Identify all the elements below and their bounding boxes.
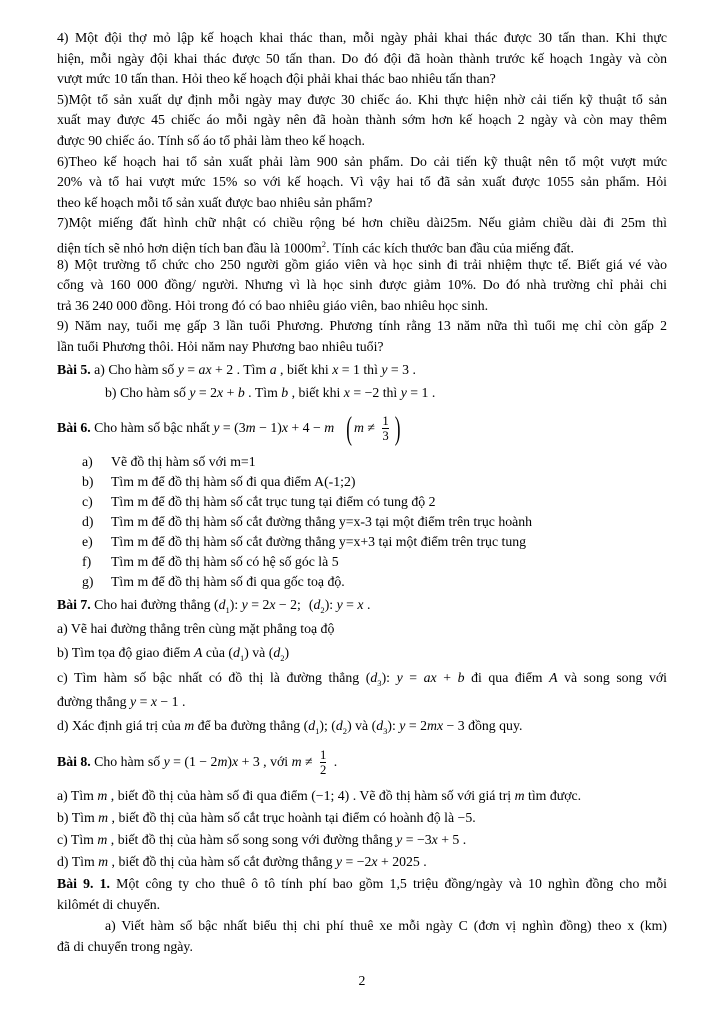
text-run: 20% và tổ hai vượt mức 15% so với kế hoạch. Vì vậy hai tổ đã sản xuất được 1055 sản phẩm. Hỏi [57, 174, 667, 190]
math-variable: d [376, 717, 384, 733]
text-run: cổng và 160 000 đồng/ người. Nhưng vì là học sinh được giảm 10%. Do đó nhà trường chỉ phải chi [57, 277, 667, 293]
text-run: 5)Một tổ sản xuất dự định mỗi ngày may được 30 chiếc áo. Khi thực hiện nhờ cải tiến kỹ thuật tổ sản [57, 91, 667, 107]
text-line [57, 404, 667, 452]
math-operator: = (1 − 2 [169, 753, 218, 769]
math-variable: d [233, 644, 240, 660]
text-run: b) Cho hàm số [105, 384, 190, 400]
math-run [336, 854, 420, 869]
math-operator: + [436, 669, 458, 685]
math-run [387, 718, 464, 733]
text-line [57, 358, 667, 381]
math-operator: ) [347, 717, 352, 733]
text-run: . Tìm [233, 361, 270, 377]
big-left-paren-icon: ( [346, 410, 352, 447]
math-operator: = −3 [402, 831, 432, 847]
text-line [57, 829, 667, 851]
math-variable: d [335, 717, 343, 733]
math-variable: y [130, 693, 137, 709]
math-run [269, 645, 281, 660]
math-operator: (−1; 4) [311, 787, 350, 803]
math-variable: b [281, 384, 289, 400]
text-run: b) Tìm [57, 809, 99, 825]
math-run [366, 670, 378, 685]
math-operator: − 3 [443, 717, 465, 733]
math-operator: + 5 [437, 831, 460, 847]
text-line [57, 851, 667, 873]
math-variable: b [457, 669, 465, 685]
math-operator: = 2 [195, 384, 218, 400]
math-variable: y [241, 596, 248, 612]
text-line [57, 337, 667, 358]
math-operator: ) [244, 644, 249, 660]
math-operator: = 1 [406, 384, 429, 400]
text-line [57, 234, 667, 255]
list-marker: d) [82, 513, 94, 529]
math-operator: ): [324, 596, 337, 612]
subscript: 3 [377, 677, 382, 688]
math-variable: d [273, 644, 281, 660]
math-variable: d [308, 717, 316, 733]
text-run: Tìm m để đồ thị hàm số đi qua điểm A(-1;2) [111, 473, 356, 489]
math-operator: = 3 [387, 361, 410, 377]
math-operator: ( [365, 669, 371, 685]
math-variable: m [217, 753, 228, 769]
text-run: a) Cho hàm số [90, 361, 178, 377]
text-run: 7)Một miếng đất hình chữ nhật có chiều rộng bé hơn chiều dài25m. Nếu giảm chiều dài đi 25m thì [57, 215, 667, 231]
math-operator: ): [387, 717, 400, 733]
math-variable: m [353, 419, 364, 435]
math-variable: x [371, 853, 378, 869]
text-run: , biết đồ thị của hàm số đi qua điểm [107, 787, 312, 803]
math-operator: + 4 − [287, 419, 325, 435]
text-run: ≠ [363, 419, 379, 435]
math-run [304, 718, 316, 733]
math-variable: d [313, 596, 321, 612]
math-run [178, 362, 233, 377]
text-run: Vẽ đồ thị hàm số với m=1 [111, 453, 256, 469]
math-operator: = (3 [219, 419, 246, 435]
math-variable: ax [423, 669, 437, 685]
text-line [57, 785, 667, 807]
text-line [57, 193, 667, 214]
text-run: , biết khi [276, 361, 333, 377]
document-body [57, 28, 667, 957]
math-variable: y [400, 384, 407, 400]
text-line [57, 894, 667, 915]
math-variable: y [177, 361, 184, 377]
math-variable: y [335, 853, 343, 869]
text-line [57, 110, 667, 131]
text-run: , biết đồ thị của hàm số song song với đường thẳng [107, 831, 397, 847]
math-operator: ) [284, 644, 290, 660]
subscript: 2 [280, 652, 285, 663]
math-operator: = −2 [349, 384, 380, 400]
text-line [57, 532, 667, 552]
subscript: 1 [315, 725, 320, 736]
math-run [130, 694, 179, 709]
math-operator: ) [227, 753, 233, 769]
text-run: đã di chuyển trong ngày. [57, 938, 193, 954]
text-line [57, 90, 667, 111]
text-run: c) Tìm hàm số bậc nhất có đồ thị là đường thẳng [57, 669, 366, 685]
text-run: . [409, 361, 416, 377]
text-run: và [248, 644, 269, 660]
math-variable: A [193, 644, 203, 660]
math-operator: ); ( [319, 717, 336, 733]
text-line [57, 316, 667, 337]
text-run: 8) Một trường tổ chức cho 250 người gồm giáo viên và học sinh đi trải nhiệm thực tế. Biết giá vé vào [57, 256, 667, 272]
text-run: . [363, 596, 371, 612]
list-marker: g) [82, 573, 94, 589]
math-run [319, 718, 342, 733]
text-run: đồng quy. [464, 717, 523, 733]
math-variable: m [98, 809, 109, 825]
page-number: 2 [358, 972, 366, 988]
text-run: và song song với [557, 669, 667, 685]
text-line [57, 936, 667, 957]
text-run: Cho hàm số bậc nhất [90, 419, 214, 435]
math-run [184, 718, 194, 733]
math-run [292, 754, 302, 769]
text-run: . Tìm [244, 384, 282, 400]
text-run: . Vẽ đồ thị hàm số với giá trị [349, 787, 515, 803]
text-run: Tìm m để đồ thị hàm số có hệ số góc là 5 [111, 553, 339, 569]
math-operator: − 1) [255, 419, 282, 435]
math-run [97, 832, 107, 847]
math-run [354, 420, 364, 435]
text-line [57, 492, 667, 512]
math-operator: ( [303, 717, 309, 733]
text-run: xuất may được 45 chiếc áo mỗi ngày nên đã hoàn thành sớm hơn kế hoạch 2 ngày và còn may thêm [57, 112, 667, 128]
subscript: 1 [225, 604, 230, 615]
text-run: d) Xác định giá trị của [57, 717, 185, 733]
math-run [98, 854, 108, 869]
text-line [57, 807, 667, 829]
text-run: trả 36 240 000 đồng. Hỏi trong đó có bao nhiêu giáo viên, bao nhiêu học sinh. [57, 297, 489, 313]
text-run: . [428, 384, 436, 400]
bold-text-run: Bài 9. 1. [57, 875, 110, 891]
text-line [57, 172, 667, 193]
text-line [57, 873, 667, 894]
text-run: đi qua điểm [464, 669, 550, 685]
math-operator: + [223, 384, 238, 400]
math-run [332, 362, 360, 377]
math-variable: b [237, 384, 245, 400]
text-line [57, 738, 667, 785]
fraction-denominator: 2 [320, 762, 327, 777]
math-run [515, 788, 525, 803]
math-run [270, 362, 277, 377]
math-variable: y [396, 831, 403, 847]
math-run [189, 385, 244, 400]
math-variable: y [213, 419, 220, 435]
text-run: a) Vẽ hai đường thẳng trên cùng mặt phẳng toạ độ [57, 620, 335, 636]
text-run: được 90 chiếc áo. Tính số áo tổ phải làm theo kế hoạch. [57, 132, 365, 148]
list-marker: e) [82, 533, 93, 549]
text-line [57, 213, 667, 234]
math-operator: ( [268, 644, 274, 660]
math-run [382, 670, 465, 685]
text-line [57, 512, 667, 532]
superscript: 2 [321, 238, 327, 249]
text-run: lần tuổi Phương thôi. Hỏi năm nay Phương bao nhiêu tuổi? [57, 338, 384, 354]
text-line [57, 915, 667, 936]
math-run [396, 832, 459, 847]
text-run: và [351, 717, 372, 733]
math-run [311, 788, 349, 803]
text-run: diện tích sẽ nhỏ hơn diện tích ban đầu là 1000m [57, 240, 322, 256]
text-run: , với [259, 753, 292, 769]
text-run: Tìm m để đồ thị hàm số cắt trục tung tại điểm có tung độ 2 [111, 493, 436, 509]
text-line [57, 640, 667, 665]
text-run: , biết đồ thị của hàm số cắt trục hoành tại điểm có hoành độ là −5. [108, 809, 476, 825]
text-line [57, 69, 667, 90]
math-variable: m [324, 419, 335, 435]
fraction [318, 748, 328, 777]
math-variable: y [399, 717, 406, 733]
text-run: Tìm m để đồ thị hàm số cắt đường thẳng y=x+3 tại một điểm trên trục tung [111, 533, 527, 549]
fraction-denominator: 3 [382, 428, 389, 443]
math-run [230, 597, 301, 612]
text-run: . [178, 693, 186, 709]
math-operator: = −2 [342, 853, 372, 869]
math-variable: a [269, 361, 277, 377]
fraction-numerator: 1 [382, 413, 389, 428]
text-run: Cho hàm số [90, 753, 164, 769]
text-run: 4) Một đội thợ mỏ lập kế hoạch khai thác than, mỗi ngày phải khai thác được 30 tấn than. Khi thực [57, 30, 667, 45]
math-run [372, 718, 384, 733]
math-variable: m [514, 787, 525, 803]
text-run: hiện, mỗi ngày đội khai thác được 50 tấn than. Do đó đội đã hoàn thành trước kế hoạch 1ngày và còn [57, 50, 667, 66]
text-run: d) Tìm [57, 853, 99, 869]
math-variable: m [98, 853, 109, 869]
math-run [344, 385, 379, 400]
math-variable: m [97, 831, 108, 847]
math-variable: x [232, 753, 239, 769]
bold-text-run: Bài 8. [57, 753, 91, 769]
list-marker: b) [82, 473, 94, 489]
math-variable: x [431, 831, 438, 847]
math-variable: ax [198, 361, 212, 377]
math-operator: ( [228, 644, 234, 660]
math-variable: m [97, 787, 108, 803]
math-variable: x [357, 596, 364, 612]
text-run: , biết khi [288, 384, 344, 400]
text-run: . [419, 853, 427, 869]
text-run: theo kế hoạch mỗi tổ sản xuất được bao nhiêu sản phẩm? [57, 194, 373, 210]
text-run: Cho hai đường thẳng [90, 596, 214, 612]
text-line [57, 452, 667, 472]
text-run: Một công ty cho thuê ô tô tính phí bao gồm 1,5 triệu đồng/ngày và 10 nghìn đồng cho mỗi [110, 875, 667, 891]
text-run: thì [359, 361, 382, 377]
text-run: 9) Năm nay, tuổi mẹ gấp 3 lần tuổi Phương. Phương tính rằng 13 năm nữa thì tuổi mẹ chỉ còn gấp 2 [57, 318, 667, 334]
text-run: để ba đường thẳng [194, 717, 304, 733]
bold-text-run: Bài 6. [57, 419, 91, 435]
subscript: 2 [320, 604, 325, 615]
text-run: vượt mức 10 tấn than. Hỏi theo kế hoạch đội phải khai thác bao nhiêu tấn than? [57, 71, 496, 87]
math-operator: = [136, 693, 151, 709]
text-line [57, 617, 667, 640]
text-run: ≠ [301, 753, 317, 769]
math-variable: x [217, 384, 224, 400]
text-run: đường thẳng [57, 693, 131, 709]
text-line [57, 713, 667, 738]
fraction [380, 414, 390, 443]
text-run: , biết đồ thị của hàm số cắt đường thẳng [108, 853, 336, 869]
text-run: Tìm m để đồ thị hàm số đi qua gốc toạ độ. [111, 573, 345, 589]
math-run [381, 362, 409, 377]
text-line [57, 381, 667, 404]
math-operator: + 3 [238, 753, 260, 769]
math-variable: y [381, 361, 388, 377]
text-run: . [330, 753, 338, 769]
math-operator: − 2; [275, 596, 301, 612]
text-run: a) Tìm [57, 787, 98, 803]
math-run [309, 597, 321, 612]
math-variable: x [343, 384, 350, 400]
math-variable: x [332, 361, 339, 377]
text-line [57, 275, 667, 296]
math-variable: y [189, 384, 196, 400]
math-operator: ( [213, 596, 219, 612]
math-operator: = 2 [247, 596, 270, 612]
math-operator: + 2 [211, 361, 234, 377]
text-line [57, 665, 667, 690]
math-operator: − 1 [156, 693, 179, 709]
math-variable: A [549, 669, 558, 685]
math-variable: d [370, 669, 378, 685]
text-line [57, 255, 667, 276]
math-variable: mx [426, 717, 444, 733]
text-line [57, 28, 667, 49]
math-variable: d [218, 596, 226, 612]
math-operator: = [342, 596, 358, 612]
text-run: Tìm m để đồ thị hàm số cắt đường thẳng y=x-3 tại một điểm trên trục hoành [111, 513, 533, 529]
subscript: 2 [342, 725, 348, 736]
bold-text-run: Bài 7. [57, 596, 91, 612]
math-variable: m [184, 717, 195, 733]
math-operator: ): [229, 596, 242, 612]
math-variable: y [163, 753, 170, 769]
big-right-paren-icon: ) [394, 410, 401, 447]
text-run: a) Viết hàm số bậc nhất biểu thị chi phí thuê xe mỗi ngày C (đơn vị nghìn đồng) theo x (km) [105, 917, 667, 933]
math-variable: m [291, 753, 302, 769]
text-run: c) Tìm [57, 831, 98, 847]
math-variable: m [245, 419, 256, 435]
list-marker: c) [82, 493, 93, 509]
text-run: b) Tìm tọa độ giao điểm [57, 644, 194, 660]
math-run [228, 645, 240, 660]
math-operator: = 2 [405, 717, 427, 733]
text-run: . Tính các kích thước ban đầu của miếng đất. [326, 240, 574, 256]
math-run [325, 597, 364, 612]
text-line [57, 131, 667, 152]
math-variable: y [396, 669, 403, 685]
math-run [285, 645, 290, 660]
math-run [213, 420, 334, 435]
text-line [57, 296, 667, 317]
math-variable: x [269, 596, 276, 612]
list-marker: a) [82, 453, 93, 469]
text-line [57, 152, 667, 173]
text-run: của [202, 644, 229, 660]
math-operator: = [402, 669, 424, 685]
text-run: . [459, 831, 467, 847]
math-operator: ( [308, 596, 314, 612]
text-run: thì [379, 384, 401, 400]
math-variable: x [150, 693, 157, 709]
math-run [98, 810, 108, 825]
subscript: 3 [383, 725, 388, 736]
text-run: tìm được. [524, 787, 582, 803]
subscript: 1 [239, 652, 245, 663]
math-variable: y [336, 596, 343, 612]
text-line [57, 472, 667, 492]
math-run [401, 385, 429, 400]
math-run [97, 788, 107, 803]
text-run: kilômét di chuyển. [57, 896, 161, 912]
text-line [57, 49, 667, 70]
text-run: 6)Theo kế hoạch hai tổ sản xuất phải làm 900 sản phẩm. Do cải tiến kỹ thuật nên tổ một vượt mức [57, 153, 667, 169]
math-run [214, 597, 226, 612]
math-run [549, 670, 557, 685]
text-line [57, 552, 667, 572]
text-line [57, 592, 667, 617]
math-operator: ): [381, 669, 397, 685]
list-marker: f) [82, 553, 92, 569]
text-line [57, 690, 667, 713]
bold-text-run: Bài 5. [57, 361, 91, 377]
fraction-numerator: 1 [320, 747, 327, 762]
math-variable: x [281, 419, 288, 435]
math-operator: + 2025 [377, 853, 420, 869]
math-operator: = 1 [338, 361, 360, 377]
math-operator: ( [371, 717, 377, 733]
math-run [164, 754, 260, 769]
math-operator: = [183, 361, 199, 377]
text-line [57, 572, 667, 592]
